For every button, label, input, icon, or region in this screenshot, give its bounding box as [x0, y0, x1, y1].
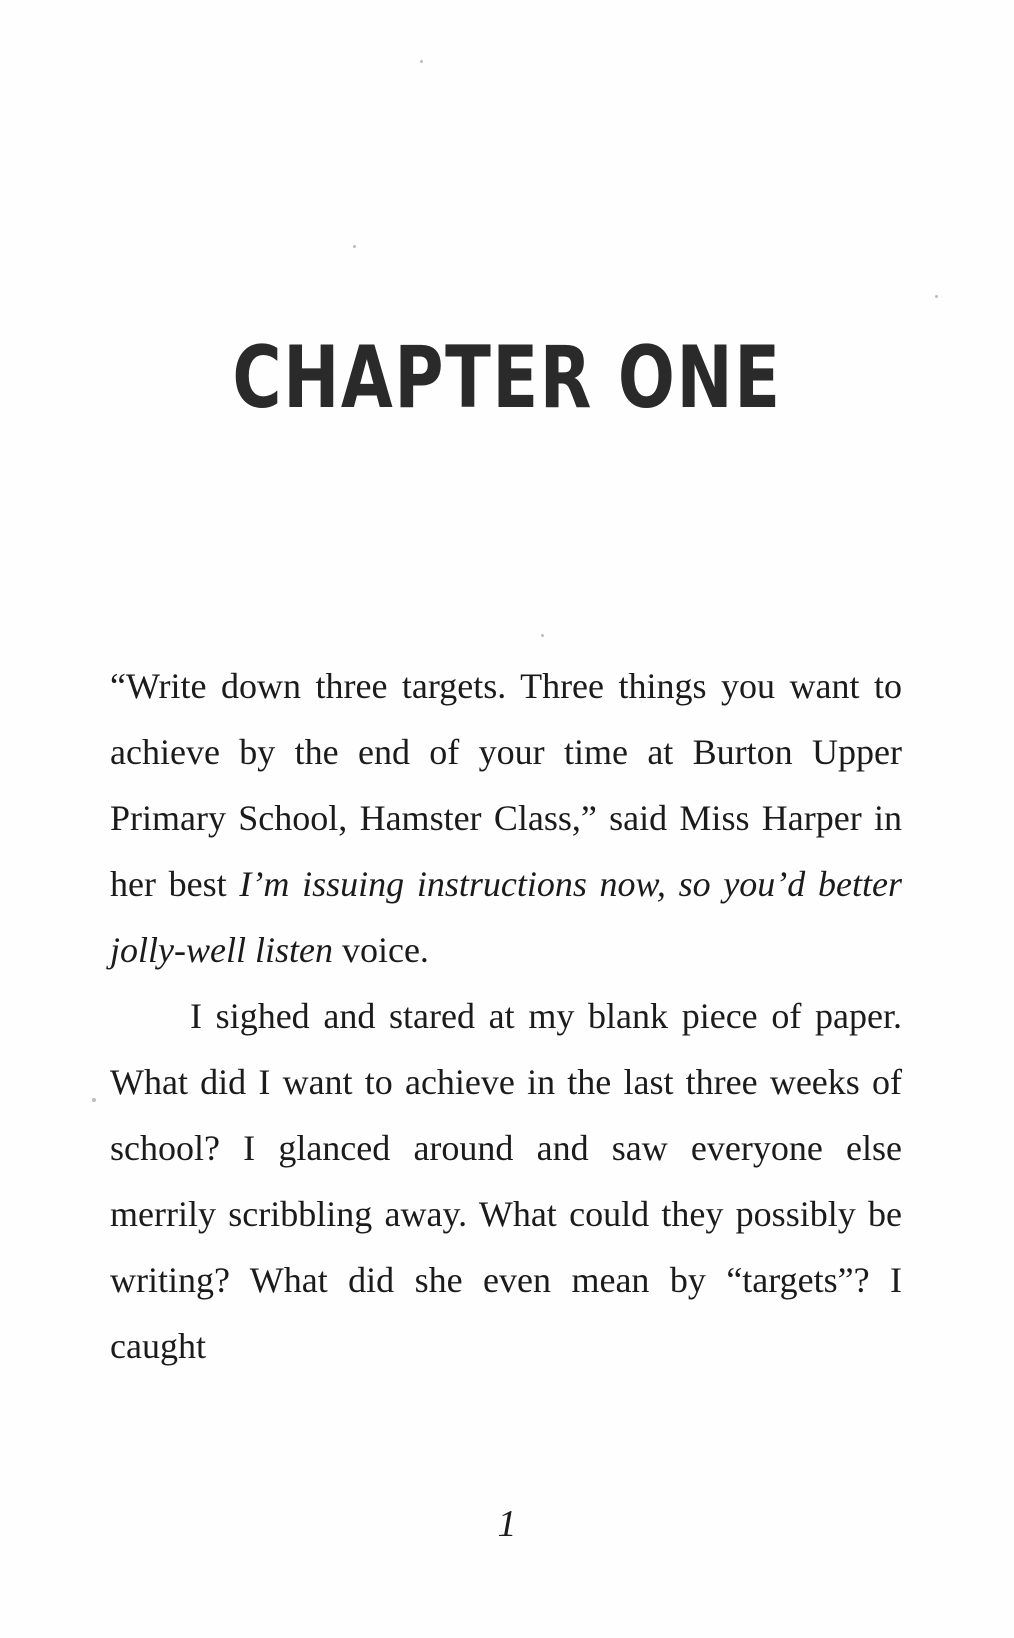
chapter-title: CHAPTER ONE — [232, 328, 782, 428]
paper-speck — [935, 295, 938, 298]
paper-speck — [92, 1098, 96, 1102]
chapter-body — [110, 653, 902, 1379]
paragraph-2 — [110, 983, 902, 1379]
paragraph-1 — [110, 653, 902, 983]
text-segment: I sighed and stared at my blank piece of paper. What did I want to achieve in the last three weeks of school? I glanced around and saw everyone else merrily scribbling away. What could they possibly be writing? What did she even mean by “targets”? I caught — [110, 996, 902, 1366]
paper-speck — [541, 634, 544, 637]
paper-speck — [420, 60, 423, 63]
text-segment-italic: I’m issuing instructions now, so you’d better jolly-well listen — [110, 864, 902, 970]
text-segment: voice. — [332, 930, 429, 970]
page-number: 1 — [497, 1503, 517, 1545]
text-segment: “Write down three targets. Three things you want to achieve by the end of your time at Burton Upper Primary School, Hamster Class,” said Miss Harper in her best — [110, 666, 902, 904]
paper-speck — [353, 245, 356, 248]
